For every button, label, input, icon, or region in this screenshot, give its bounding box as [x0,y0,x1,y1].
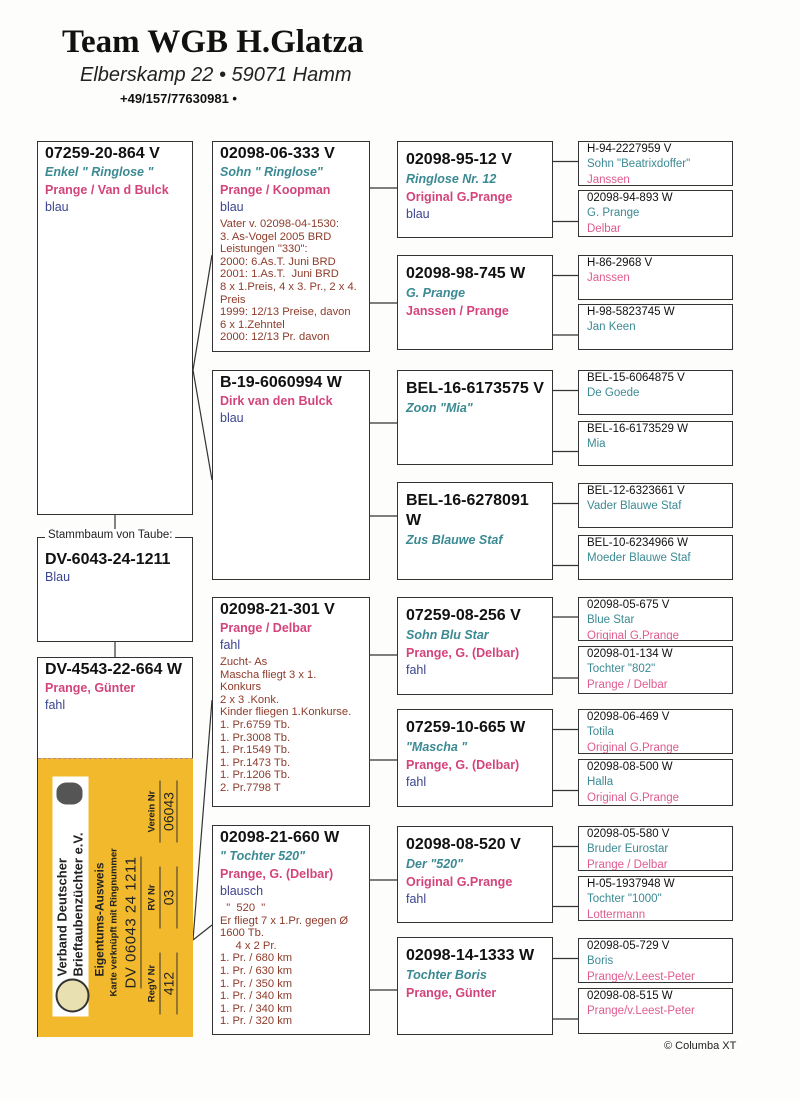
breeder-name: Prange / Koopman [220,183,331,197]
pigeon-name: Jan Keen [587,321,636,333]
achievement-note: Zucht- As [220,656,268,668]
pedigree-box-gen4[interactable] [578,141,733,186]
pigeon-name: Tochter Boris [406,968,487,982]
breeder-name: Janssen [587,272,630,284]
pigeon-name: " Tochter 520" [220,849,306,863]
achievement-note: 1. Pr. / 340 km [220,1002,293,1015]
pedigree-box-gen4[interactable] [578,370,733,415]
copyright-notice: © Columba XT [664,1040,737,1052]
pedigree-box-gen4[interactable] [578,597,733,641]
breeder-name: Prange, Günter [406,986,497,1000]
card-org-line2: Brieftaubenzüchter e.V. [70,832,86,977]
achievement-note: 2001: 1.As.T. Juni BRD [220,268,339,281]
card-field-verein [147,781,178,843]
ring-number: H-98-5823745 W [587,306,675,318]
pigeon-name: Boris [587,955,614,967]
ring-number: BEL-16-6173575 V [406,380,544,397]
ring-number: BEL-12-6323661 V [587,485,685,497]
pedigree-box-gen1-subject[interactable] [37,537,193,642]
pigeon-name: Enkel " Ringlose " [45,165,154,179]
card-field-regv [147,953,178,1015]
pedigree-box-gen3[interactable] [397,141,553,238]
pedigree-box-gen3[interactable] [397,482,553,580]
pedigree-box-gen3[interactable] [397,370,553,465]
pigeon-name: Sohn "Beatrixdoffer" [587,158,691,170]
card-ring-number: DV 06043 24 1211 [122,856,140,989]
achievement-note: Vater v. 02098-04-1530: [220,218,339,230]
pigeon-name: Mia [587,438,606,450]
ownership-card [38,758,193,1037]
ring-number: 02098-01-134 W [587,648,673,660]
achievement-note: 1. Pr. / 340 km [220,990,293,1003]
ring-number: 02098-21-660 W [220,829,340,846]
plumage-color: blau [220,200,244,214]
pigeon-name: Zus Blauwe Staf [406,533,503,547]
ring-number: BEL-15-6064875 V [587,372,685,384]
achievement-note: 2000: 12/13 Pr. davon [220,331,330,344]
ring-number: H-05-1937948 W [587,878,675,890]
card-subtitle: Karte verknüpft mit Ringnummer [108,848,120,997]
breeder-name: Original G.Prange [406,190,513,204]
breeder-name: Prange / Delbar [220,621,312,635]
pigeon-name: Bruder Eurostar [587,843,669,855]
achievement-note: Leistungen "330": [220,243,308,256]
pedigree-box-gen4[interactable] [578,483,733,528]
breeder-name: Janssen [587,174,630,186]
pedigree-box-gen4[interactable] [578,988,733,1034]
pigeon-name: Ringlose Nr. 12 [406,172,497,186]
pedigree-box-gen3[interactable] [397,597,553,695]
achievement-note: 2. Pr.7798 T [220,781,281,794]
pedigree-box-gen4[interactable] [578,646,733,694]
ring-number: 02098-05-675 V [587,599,670,611]
pigeon-name: G. Prange [406,286,466,300]
pedigree-box-gen2[interactable] [212,825,370,1035]
ring-number: H-94-2227959 V [587,143,672,155]
pedigree-box-gen1-sire[interactable] [37,141,193,515]
card-org-line1: Verband Deutscher [54,858,70,977]
breeder-name: Prange/v.Leest-Peter [587,1005,695,1017]
achievement-note: 6 x 1.Zehntel [220,318,285,331]
plumage-color: fahl [406,892,427,906]
ring-number: 02098-06-333 V [220,145,335,162]
achievement-note: 1. Pr.1206 Tb. [220,769,291,782]
pigeon-name: Moeder Blauwe Staf [587,552,691,564]
achievement-note: 1. Pr. / 680 km [220,952,293,965]
ring-number: DV-4543-22-664 W [45,661,182,678]
breeder-team-title: Team WGB H.Glatza [62,24,364,60]
breeder-address: Elberskamp 22 • 59071 Hamm [80,64,352,86]
pedigree-box-gen4[interactable] [578,421,733,466]
breeder-name: Dirk van den Bulck [220,394,333,408]
achievement-note: Kinder fliegen 1.Konkurse. [220,706,352,719]
pedigree-box-gen4[interactable] [578,190,733,237]
breeder-name: Prange / Delbar [587,859,668,871]
subject-legend: Stammbaum von Taube: [45,529,175,541]
breeder-name: Original G.Prange [587,742,680,754]
ring-number: 02098-94-893 W [587,192,673,204]
ring-number: BEL-16-6173529 W [587,423,689,435]
achievement-note: 3. As-Vogel 2005 BRD [220,230,332,243]
pedigree-box-gen3[interactable] [397,826,553,923]
achievement-note: 1600 Tb. [220,927,264,940]
pedigree-box-gen4[interactable] [578,938,733,983]
breeder-name: Prange / Delbar [587,679,668,691]
field-label: RegV Nr [146,964,158,1003]
achievement-note: 1. Pr. / 350 km [220,977,293,990]
breeder-name: Janssen / Prange [406,304,509,318]
achievement-note: 4 x 2 Pr. [220,939,277,952]
plumage-color: fahl [220,638,241,652]
ring-number: BEL-10-6234966 W [587,537,689,549]
achievement-note: 1. Pr. / 320 km [220,1015,293,1028]
plumage-color: fahl [45,698,66,712]
breeder-name: Original G.Prange [587,630,680,641]
pedigree-box-gen4[interactable] [578,255,733,300]
pedigree-box-gen2[interactable] [212,141,370,352]
achievement-note: Preis [220,293,246,306]
ring-number: 02098-95-12 V [406,151,512,168]
ring-number: 02098-98-745 W [406,265,526,282]
ring-number: 02098-08-515 W [587,990,673,1002]
achievement-note: 1. Pr.3008 Tb. [220,731,291,744]
achievement-note: 1. Pr.1549 Tb. [220,744,291,757]
field-value: 412 [160,953,178,1015]
pigeon-name: "Mascha " [406,740,468,754]
ring-number: 02098-08-520 V [406,836,521,853]
plumage-color: fahl [406,775,427,789]
ring-number: H-86-2968 V [587,257,653,269]
pedigree-box-gen4[interactable] [578,535,733,580]
achievement-note: Mascha fliegt 3 x 1. [220,668,317,681]
achievement-note: 8 x 1.Preis, 4 x 3. Pr., 2 x 4. [220,280,357,293]
breeder-name: Delbar [587,223,621,235]
pedigree-box-gen3[interactable] [397,937,553,1035]
pigeon-name: Tochter "802" [587,663,656,675]
pigeon-name: Halla [587,776,614,788]
field-label: RV Nr [146,884,158,911]
field-value: 06043 [160,781,178,843]
ring-number: 02098-06-469 V [587,711,670,723]
pedigree-box-gen4[interactable] [578,876,733,921]
pedigree-box-gen4[interactable] [578,709,733,754]
pedigree-box-gen4[interactable] [578,759,733,806]
plumage-color: blausch [220,884,264,898]
pigeon-name: Der "520" [406,857,464,871]
breeder-phone: +49/157/77630981 • [120,91,237,106]
ring-number: 02098-21-301 V [220,601,335,618]
breeder-name: Prange, Günter [45,681,136,695]
pedigree-box-gen2[interactable] [212,597,370,807]
ring-number: B-19-6060994 W [220,374,342,391]
breeder-name: Prange, G. (Delbar) [220,867,334,881]
achievement-note: Er fliegt 7 x 1.Pr. gegen Ø [220,914,349,927]
pedigree-box-gen2[interactable] [212,370,370,580]
pigeon-name: Totila [587,726,614,738]
achievement-note: 2 x 3 .Konk. [220,693,280,706]
breeder-name: Original G.Prange [587,792,680,804]
achievement-note: 1999: 12/13 Preise, davon [220,306,351,319]
achievement-note: " 520 " [220,902,266,914]
ring-number: DV-6043-24-1211 [45,551,171,568]
pigeon-name: Tochter "1000" [587,893,662,905]
association-logo-icon [56,979,90,1013]
pigeon-name: Sohn " Ringlose" [220,165,323,179]
ring-number: 02098-08-500 W [587,761,673,773]
breeder-name: Prange, G. (Delbar) [406,758,520,772]
pedigree-box-gen3[interactable] [397,709,553,807]
field-value: 03 [160,867,178,929]
pedigree-box-gen4[interactable] [578,304,733,350]
pigeon-name: De Goede [587,387,640,399]
ring-number: 07259-20-864 V [45,145,160,162]
achievement-note: 1. Pr.6759 Tb. [220,718,291,731]
card-field-rv [147,867,178,929]
plumage-color: blau [406,207,430,221]
breeder-name: Prange, G. (Delbar) [406,646,520,660]
achievement-note: Konkurs [220,681,262,694]
breeder-name: Prange / Van d Bulck [45,183,169,197]
pigeon-name: Vader Blauwe Staf [587,500,682,512]
pigeon-name: Blue Star [587,614,635,626]
ring-number: 02098-05-580 V [587,828,670,840]
pigeon-emblem-icon [57,783,83,805]
pigeon-name: Sohn Blu Star [406,628,489,642]
pigeon-name: G. Prange [587,207,640,219]
plumage-color: fahl [406,663,427,677]
achievement-note: 2000: 6.As.T. Juni BRD [220,255,336,268]
breeder-name: Lottermann [587,909,646,921]
ring-number: 02098-05-729 V [587,940,670,952]
ring-number: 02098-14-1333 W [406,947,535,964]
achievement-note: 1. Pr. / 630 km [220,964,293,977]
pedigree-box-gen3[interactable] [397,255,553,350]
plumage-color: blau [45,200,69,214]
plumage-color: Blau [45,570,71,584]
ring-number: 07259-08-256 V [406,607,521,624]
breeder-name: Original G.Prange [406,875,513,889]
pedigree-box-gen4[interactable] [578,826,733,871]
pigeon-name: Zoon "Mia" [406,401,473,415]
card-title: Eigentums-Ausweis [92,862,107,977]
field-label: Verein Nr [146,790,158,833]
achievement-note: 1. Pr.1473 Tb. [220,756,291,769]
breeder-name: Prange/v.Leest-Peter [587,971,695,983]
ring-number: BEL-16-6278091 W [406,492,529,529]
plumage-color: blau [220,411,244,425]
ring-number: 07259-10-665 W [406,719,526,736]
